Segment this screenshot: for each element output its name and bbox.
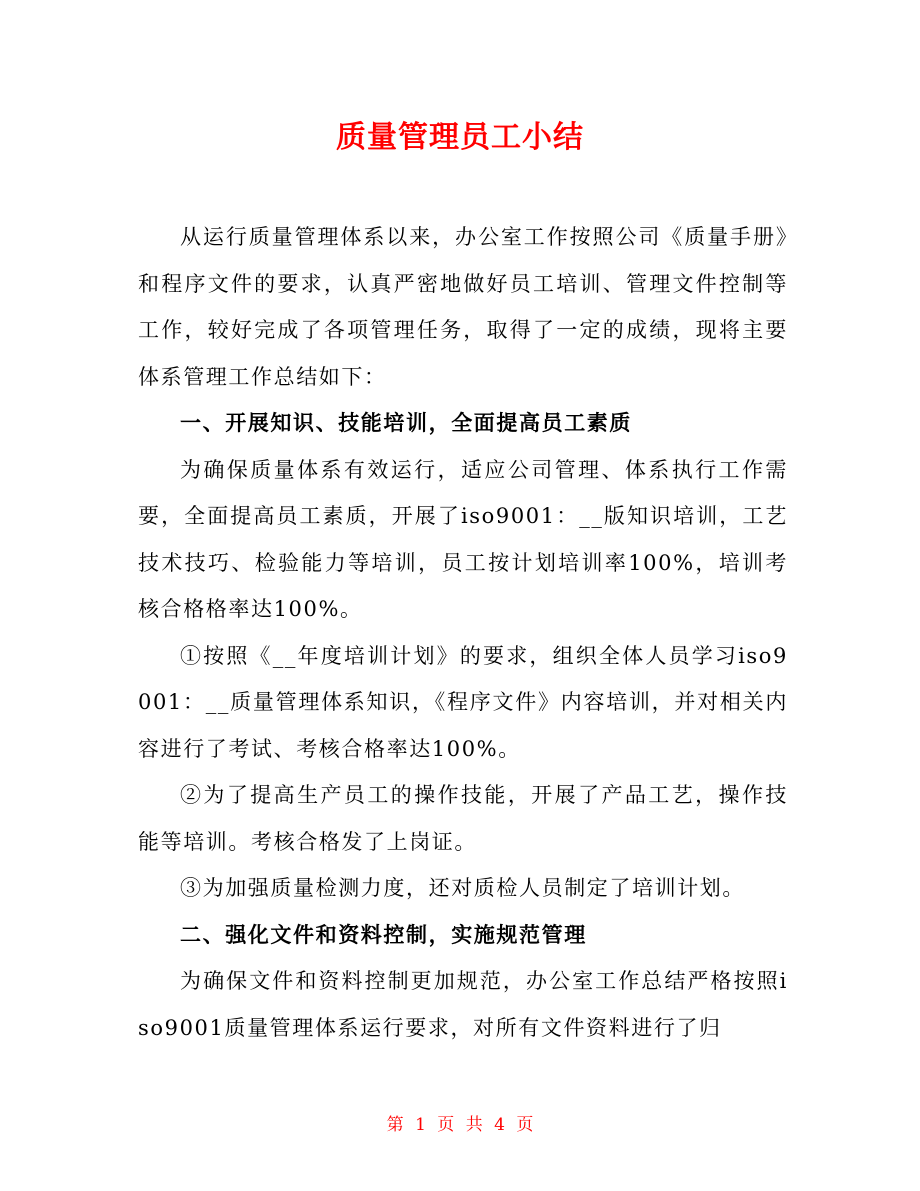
document-body [138, 214, 788, 1051]
training-paragraph: 为确保质量体系有效运行，适应公司管理、体系执行工作需要，全面提高员工素质，开展了iso9001：__版知识培训，工艺技术技巧、检验能力等培训，员工按计划培训率100%，培训考核合格格率达100%。 [138, 457, 788, 621]
training-item-3: ③为加强质量检测力度，还对质检人员制定了培训计划。 [180, 876, 745, 900]
page-number-footer: 第 1 页 共 4 页 [386, 1115, 534, 1135]
section-heading-training: 一、开展知识、技能培训，全面提高员工素质 [180, 411, 632, 435]
document-title: 质量管理员工小结 [336, 120, 584, 155]
training-item-1: ①按照《__年度培训计划》的要求，组织全体人员学习iso9001：__质量管理体系知识，《程序文件》内容培训，并对相关内容进行了考试、考核合格率达100%。 [138, 643, 788, 761]
intro-paragraph: 从运行质量管理体系以来，办公室工作按照公司《质量手册》和程序文件的要求，认真严密地做好员工培训、管理文件控制等工作，较好完成了各项管理任务，取得了一定的成绩，现将主要体系管理工作总结如下： [138, 225, 788, 389]
section-heading-document-control: 二、强化文件和资料控制，实施规范管理 [180, 922, 587, 947]
document-control-paragraph: 为确保文件和资料控制更加规范，办公室工作总结严格按照iso9001质量管理体系运行要求，对所有文件资料进行了归 [138, 969, 788, 1040]
training-item-2: ②为了提高生产员工的操作技能，开展了产品工艺，操作技能等培训。考核合格发了上岗证。 [138, 783, 788, 854]
